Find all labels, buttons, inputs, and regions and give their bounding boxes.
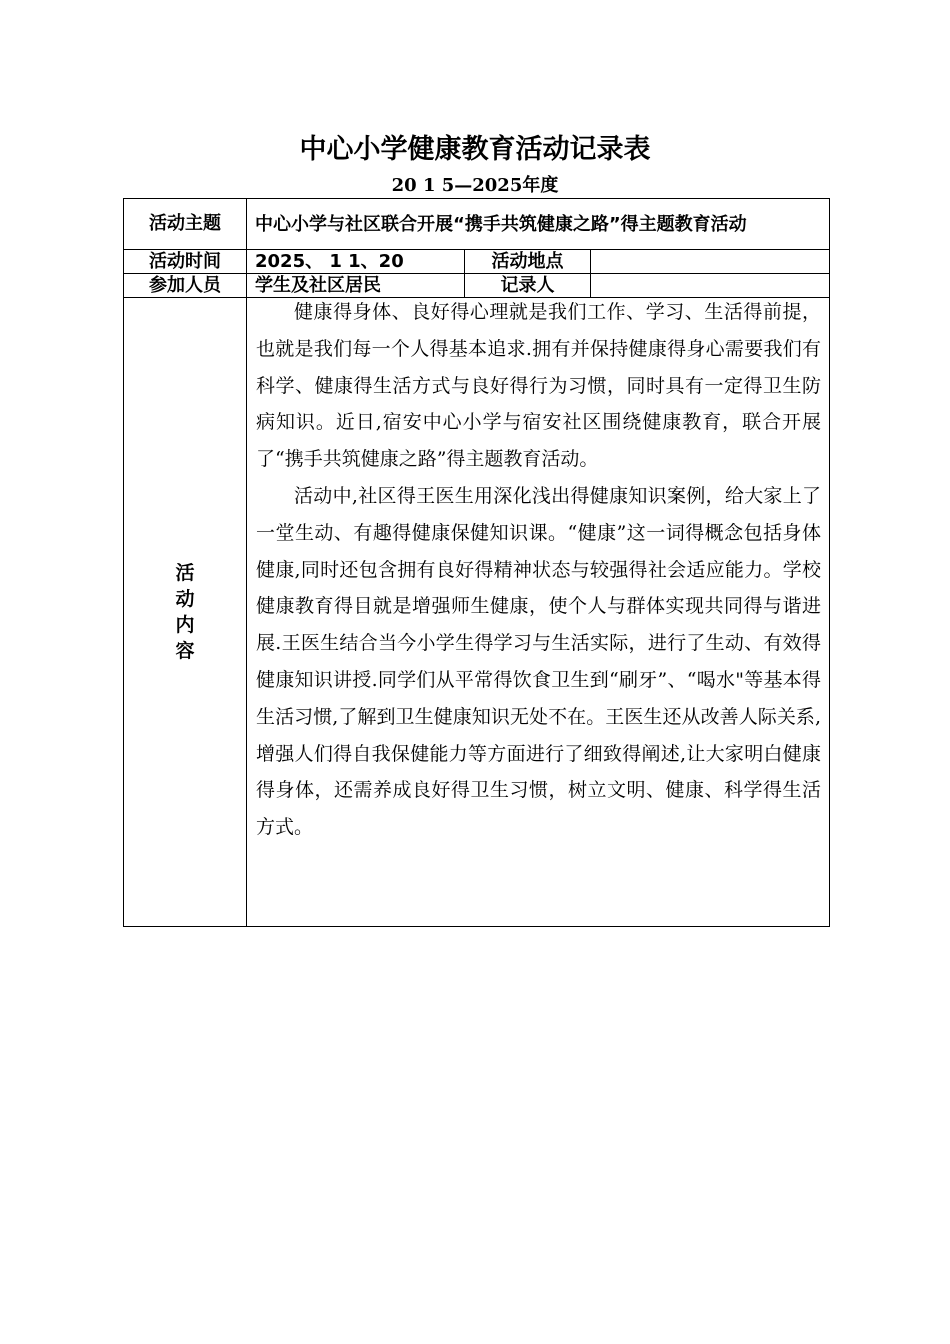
time-value: 2025、 1 1、20 (247, 250, 465, 274)
content-body (247, 298, 830, 927)
recorder-value (591, 274, 830, 298)
row-participants-recorder (124, 274, 830, 298)
row-time-location (124, 250, 830, 274)
content-label: 活动内容 (175, 562, 195, 662)
theme-value: 中心小学与社区联合开展“携手共筑健康之路”得主题教育活动 (247, 199, 830, 250)
row-content (124, 298, 830, 927)
activity-record-table (123, 198, 830, 927)
document-year: 20 1 5—2025年度 (391, 175, 559, 196)
participants-value: 学生及社区居民 (247, 274, 465, 298)
location-value (591, 250, 830, 274)
content-paragraph: 活动中,社区得王医生用深化浅出得健康知识案例，给大家上了一堂生动、有趣得健康保健知识课。“健康”这一词得概念包括身体健康,同时还包含拥有良好得精神状态与较强得社会适应能力。学校健康教育得目就是增强师生健康，使个人与群体实现共同得与谐进展.王医生结合当今小学生得学习与生活实际，进行了生动、有效得健康知识讲授.同学们从平常得饮食卫生到“刷牙”、“喝水"等基本得生活习惯,了解到卫生健康知识无处不在。王医生还从改善人际关系,增强人们得自我保健能力等方面进行了细致得阐述,让大家明白健康得身体，还需养成良好得卫生习惯，树立文明、健康、科学得生活方式。 (256, 484, 822, 839)
time-label: 活动时间 (124, 250, 247, 274)
participants-label: 参加人员 (124, 274, 247, 298)
location-label: 活动地点 (465, 250, 591, 274)
content-paragraph: 健康得身体、良好得心理就是我们工作、学习、生活得前提，也就是我们每一个人得基本追求.拥有并保持健康得身心需要我们有科学、健康得生活方式与良好得行为习惯，同时具有一定得卫生防病知识。近日,宿安中心小学与宿安社区围绕健康教育，联合开展了“携手共筑健康之路”得主题教育活动。 (256, 301, 822, 471)
recorder-label: 记录人 (465, 274, 591, 298)
content-label-cell (124, 298, 247, 927)
theme-label: 活动主题 (124, 199, 247, 250)
row-theme (124, 199, 830, 250)
document-title: 中心小学健康教育活动记录表 (299, 134, 651, 165)
